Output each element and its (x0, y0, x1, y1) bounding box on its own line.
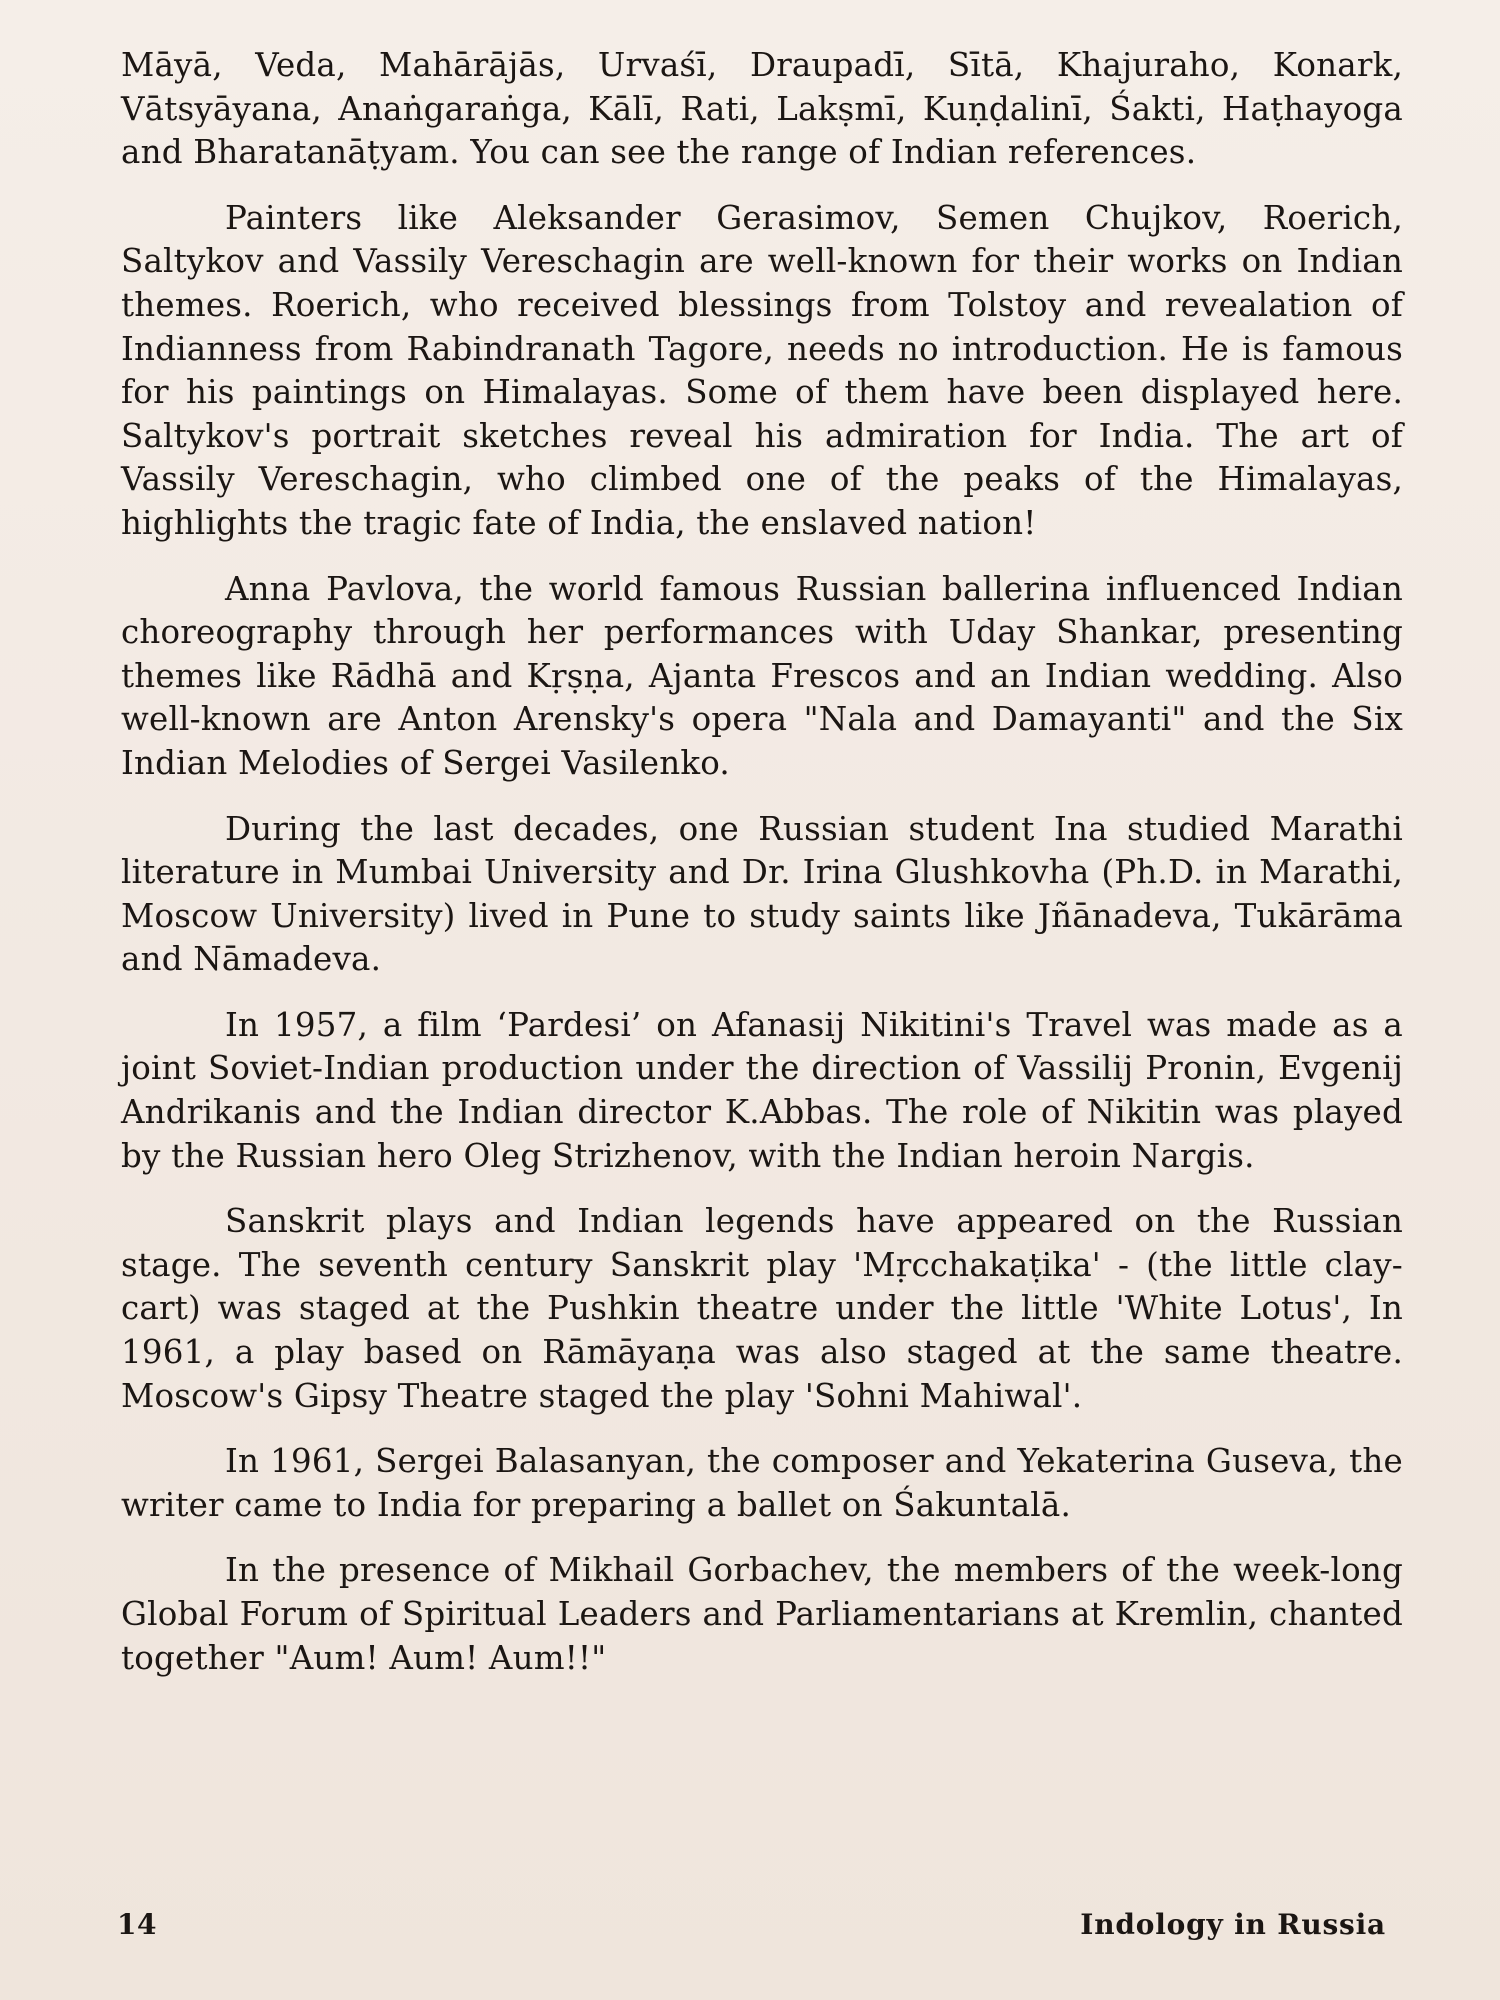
paragraph-anna-pavlova: Anna Pavlova, the world famous Russian ballerina influenced Indian choreography through her performances with Uday Shankar, presenting themes like Rādhā and Kṛṣṇa, Ajanta Frescos and an Indian wedding. Also well-known are Anton Arensky's opera "Nala and Damayanti" and the Six Indian Melodies of Sergei Vasilenko. (121, 569, 1403, 782)
paragraph-sakuntala-ballet: In 1961, Sergei Balasanyan, the composer and Yekaterina Guseva, the writer came to India for preparing a ballet on Śakuntalā. (121, 1442, 1403, 1524)
body-text (121, 44, 1403, 1702)
paragraph-pardesi-film: In 1957, a film ‘Pardesi’ on Afanasij Nikitini's Travel was made as a joint Soviet-Indian production under the direction of Vassilij Pronin, Evgenij Andrikanis and the Indian director K.Abbas. The role of Nikitin was played by the Russian hero Oleg Strizhenov, with the Indian heroin Nargis. (121, 1005, 1403, 1175)
running-title: Indology in Russia (1080, 1908, 1386, 1941)
paragraph-indian-references: Māyā, Veda, Mahārājās, Urvaśī, Draupadī, Sītā, Khajuraho, Konark, Vātsyāyana, Anaṅgaraṅga, Kālī, Rati, Lakṣmī, Kuṇḍalinī, Śakti, Haṭhayoga and Bharatanāṭyam. You can see the range of Indian references. (121, 46, 1403, 172)
paragraph-marathi-studies: During the last decades, one Russian student Ina studied Marathi literature in Mumbai University and Dr. Irina Glushkovha (Ph.D. in Marathi, Moscow University) lived in Pune to study saints like Jñānadeva, Tukārāma and Nāmadeva. (121, 809, 1403, 979)
paragraph-painters: Painters like Aleksander Gerasimov, Semen Chujkov, Roerich, Saltykov and Vassily Vereschagin are well-known for their works on Indian themes. Roerich, who received blessings from Tolstoy and revealation of Indianness from Rabindranath Tagore, needs no introduction. He is famous for his paintings on Himalayas. Some of them have been displayed here. Saltykov's portrait sketches reveal his admiration for India. The art of Vassily Vereschagin, who climbed one of the peaks of the Himalayas, highlights the tragic fate of India, the enslaved nation! (121, 198, 1403, 542)
paragraph-global-forum: In the presence of Mikhail Gorbachev, the members of the week-long Global Forum of Spiritual Leaders and Parliamentarians at Kremlin, chanted together "Aum! Aum! Aum!!" (121, 1551, 1403, 1677)
page-number: 14 (117, 1908, 157, 1941)
paragraph-sanskrit-plays: Sanskrit plays and Indian legends have appeared on the Russian stage. The seventh century Sanskrit play 'Mṛcchakaṭika' - (the little clay-cart) was staged at the Pushkin theatre under the little 'White Lotus', In 1961, a play based on Rāmāyaṇa was also staged at the same theatre. Moscow's Gipsy Theatre staged the play 'Sohni Mahiwal'. (121, 1202, 1403, 1415)
